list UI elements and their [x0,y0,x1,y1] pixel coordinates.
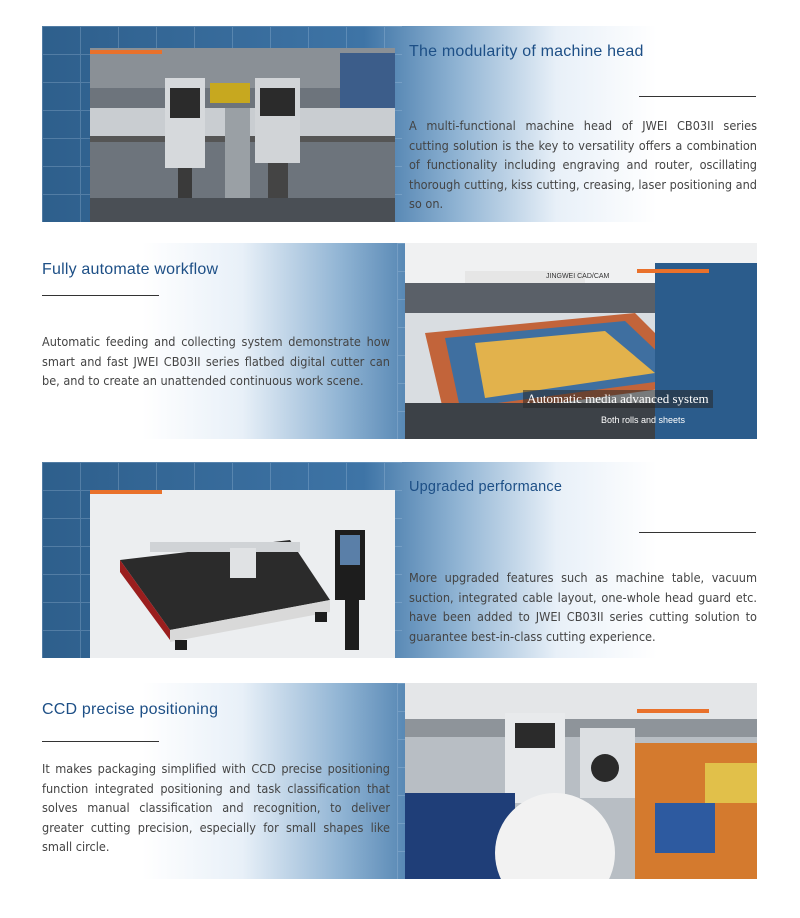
title-underline [639,532,756,533]
machine-head-photo [90,48,395,222]
section-machine-head [42,26,757,222]
title-underline [42,295,159,296]
cutter-photo [90,490,395,658]
section-description: It makes packaging simplified with CCD precise positioning function integrated positioning and task classification that solves manual classification and recognition, to deliver greater cutting precision, especially for small shapes like small circle. [42,761,390,855]
section-description: A multi-functional machine head of JWEI CB03II series cutting solution is the key to versatility offers a combination of functionality including engraving and router, oscillating thorough cutting, kiss cutting, creasing, laser positioning and so on. [409,118,757,212]
accent-bar [637,269,709,273]
image-subcaption: Both rolls and sheets [601,415,686,425]
logo-text: JINGWEI CAD/CAM [546,273,610,280]
accent-bar [637,709,709,713]
section-description: More upgraded features such as machine table, vacuum suction, integrated cable layout, one-whole head guard etc. have been added to JWEI CB03II series cutting solution to guarantee best-in-class cutting experience. [409,570,757,644]
section-ccd-positioning [42,683,757,879]
image-caption: Automatic media advanced system [523,390,713,408]
section-title: The modularity of machine head [409,43,644,60]
section-upgraded-performance [42,462,757,658]
section-description: Automatic feeding and collecting system demonstrate how smart and fast JWEI CB03II series flatbed digital cutter can be, and to create an unattended continuous work scene. [42,334,390,389]
section-automate-workflow [42,243,757,439]
section-title: Upgraded performance [409,479,563,495]
title-underline [42,741,159,742]
title-underline [639,96,756,97]
section-title: Fully automate workflow [42,261,219,278]
section-title: CCD precise positioning [42,701,219,718]
accent-bar [90,490,162,494]
accent-bar [90,50,162,54]
